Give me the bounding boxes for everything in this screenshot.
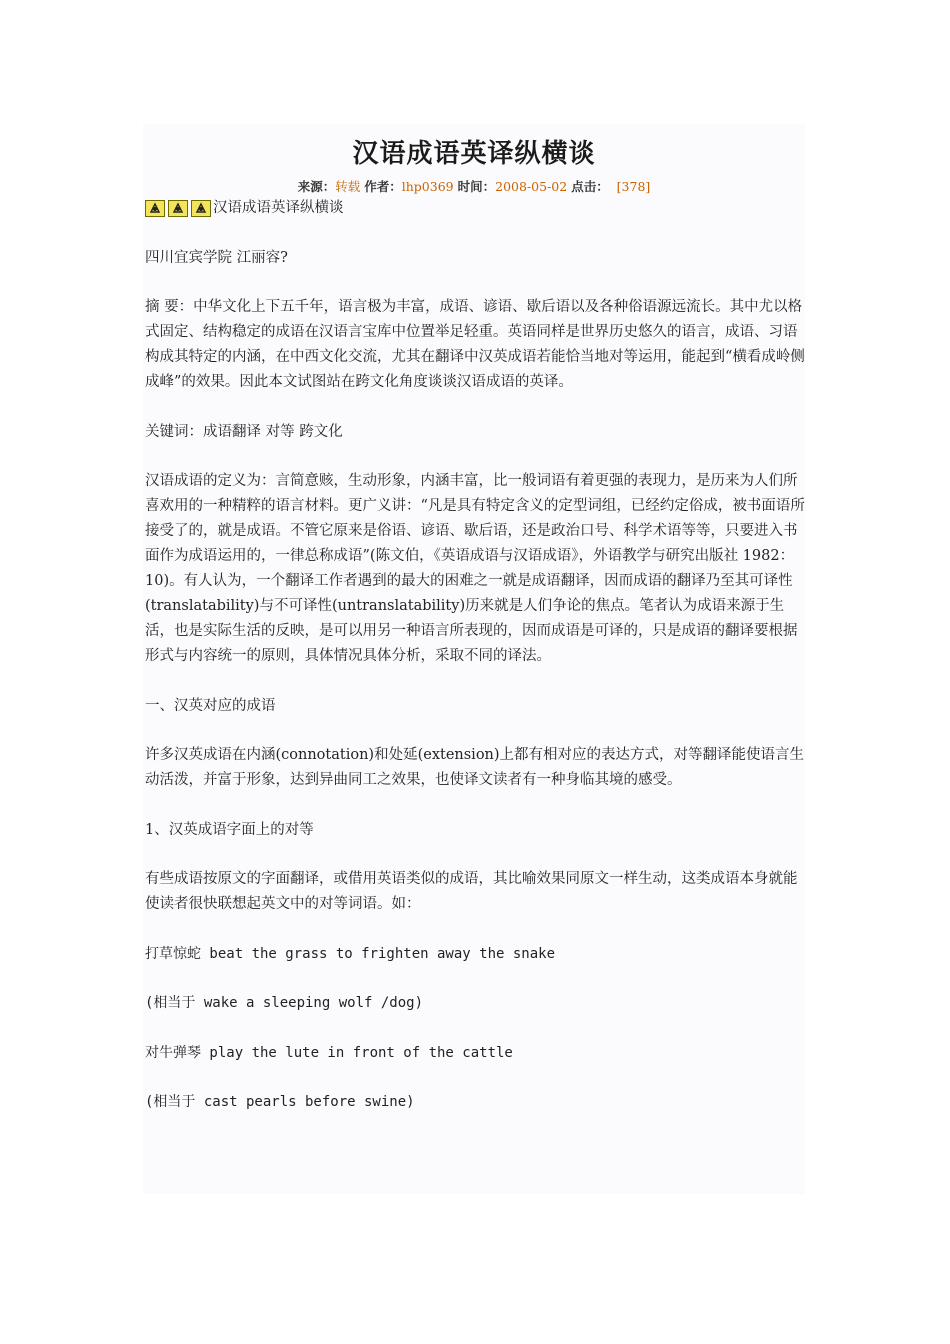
clicks-count: [378] <box>616 179 651 194</box>
example-line: 对牛弹琴 play the lute in front of the cattle <box>145 1044 513 1061</box>
section-paragraph: 许多汉英成语在内涵(connotation)和处延(extension)上都有相对应的表达方式，对等翻译能使语言生动活泼，并富于形象，达到异曲同工之效果，也使译文读者有一种身临其境的感受。 <box>145 747 805 788</box>
time-value: 2008-05-02 <box>495 179 568 194</box>
first-line-text: 汉语成语英译纵横谈 <box>213 200 344 216</box>
article-title: 汉语成语英译纵横谈 <box>352 139 596 169</box>
article <box>143 124 805 1194</box>
definition-paragraph: 汉语成语的定义为：言简意赅，生动形象，内涵丰富，比一般词语有着更强的表现力，是历来为人们所喜欢用的一种精粹的语言材料。更广义讲：“凡是具有特定含义的定型词组，已经约定俗成，被书面语所接受了的，就是成语。不管它原来是俗语、谚语、歇后语，还是政治口号、科学术语等等，只要进入书面作为成语运用的，一律总称成语”(陈文伯，《英语成语与汉语成语》，外语教学与研究出版社 1982：10)。有人认为，一个翻译工作者遇到的最大的困难之一就是成语翻译，因而成语的翻译乃至其可译性(translatability)与不可译性(untranslatability)历来就是人们争论的焦点。笔者认为成语来源于生活，也是实际生活的反映，是可以用另一种语言所表现的，因而成语是可译的，只是成语的翻译要根据形式与内容统一的原则，具体情况具体分析，采取不同的译法。 <box>145 473 805 664</box>
rating-icons <box>145 200 211 217</box>
subsection-heading-1: 1、汉英成语字面上的对等 <box>145 821 314 838</box>
clicks-label: 点击： <box>571 179 609 194</box>
time-label: 时间： <box>457 179 496 194</box>
example-line: (相当于 wake a sleeping wolf /dog) <box>145 995 424 1011</box>
author-value[interactable]: lhp0369 <box>401 179 454 194</box>
rating-icon <box>168 200 188 217</box>
source-value[interactable]: 转载 <box>335 179 361 194</box>
article-meta <box>143 178 805 196</box>
author-label: 作者： <box>364 179 402 194</box>
rating-icon <box>145 200 165 217</box>
abstract-paragraph: 摘 要：中华文化上下五千年，语言极为丰富，成语、谚语、歇后语以及各种俗语源远流长。其中尤以格式固定、结构稳定的成语在汉语言宝库中位置举足轻重。英语同样是世界历史悠久的语言，成语、习语构成其特定的内涵，在中西文化交流，尤其在翻译中汉英成语若能恰当地对等运用，能起到“横看成岭侧成峰”的效果。因此本文试图站在跨文化角度谈谈汉语成语的英译。 <box>145 299 805 390</box>
keywords-paragraph: 关键词：成语翻译 对等 跨文化 <box>145 423 343 440</box>
example-line: 打草惊蛇 beat the grass to frighten away the snake <box>145 945 556 962</box>
article-body <box>143 196 805 1115</box>
rating-icon <box>191 200 211 217</box>
subsection-paragraph: 有些成语按原文的字面翻译，或借用英语类似的成语，其比喻效果同原文一样生动，这类成语本身就能使读者很快联想起英文中的对等词语。如： <box>145 871 798 912</box>
author-affiliation: 四川宜宾学院 江丽容? <box>145 249 288 266</box>
example-line: (相当于 cast pearls before swine) <box>145 1094 415 1110</box>
source-label: 来源： <box>297 179 336 194</box>
article-first-line <box>145 196 805 221</box>
section-heading-1: 一、汉英对应的成语 <box>145 697 276 714</box>
